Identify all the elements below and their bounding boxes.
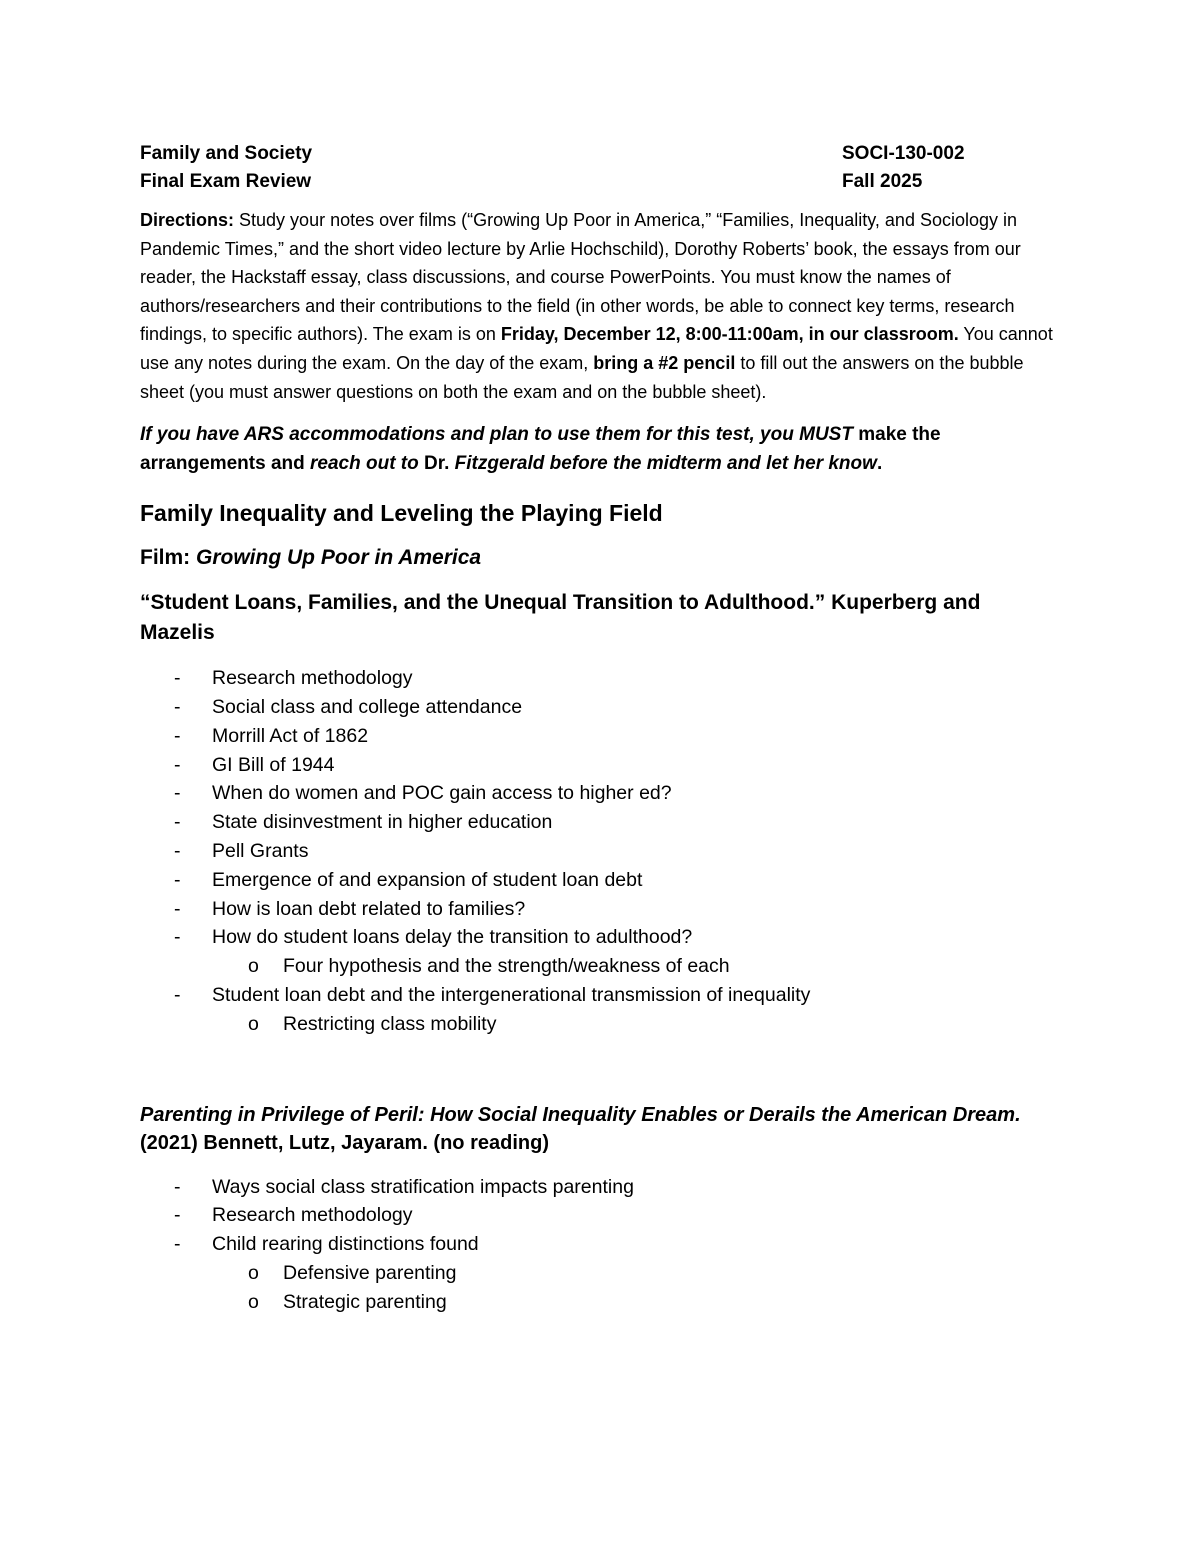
list-item: - Morrill Act of 1862 xyxy=(140,722,1060,751)
header-row-1 xyxy=(140,140,1060,168)
ars-part-6: . xyxy=(876,453,883,475)
pencil-note: bring a #2 pencil xyxy=(593,352,736,373)
list-item: - GI Bill of 1944 xyxy=(140,751,1060,780)
header-row-2 xyxy=(140,168,1060,196)
doc-title: Final Exam Review xyxy=(140,171,312,192)
section-heading: Family Inequality and Leveling the Playing Field xyxy=(140,500,663,527)
directions-paragraph xyxy=(140,206,1060,406)
document-page xyxy=(140,140,1060,1317)
ars-part-5: Fitzgerald before the midterm and let her know xyxy=(454,453,877,475)
list-item: - Social class and college attendance xyxy=(140,693,1060,722)
sub-list-item: o Four hypothesis and the strength/weakness of each xyxy=(140,952,1060,981)
course-title: Family and Society xyxy=(140,143,313,164)
film-label: Film: xyxy=(140,546,196,570)
book-title: Parenting in Privilege of Peril: How Social Inequality Enables or Derails the American Dream. xyxy=(140,1103,1021,1126)
sub-list-item: o Defensive parenting xyxy=(140,1259,1060,1288)
ars-part-2: make the arrangements and xyxy=(140,424,941,475)
term: Fall 2025 xyxy=(842,171,923,192)
film-heading xyxy=(140,543,1060,573)
ars-part-3: reach out to xyxy=(310,453,419,475)
list-item: - Child rearing distinctions found xyxy=(140,1230,1060,1259)
directions-text-2: You cannot use any notes during the exam. On the day of the exam, xyxy=(140,324,1053,373)
film-title: Growing Up Poor in America xyxy=(196,546,482,570)
list-item: - When do women and POC gain access to higher ed? xyxy=(140,779,1060,808)
list-item: - State disinvestment in higher education xyxy=(140,808,1060,837)
list-item: - Pell Grants xyxy=(140,837,1060,866)
article-heading: “Student Loans, Families, and the Unequal Transition to Adulthood.” Kuperberg and Mazelis xyxy=(140,591,981,645)
list-item: - How do student loans delay the transition to adulthood? xyxy=(140,923,1060,952)
ars-note xyxy=(140,420,1060,478)
exam-date: Friday, December 12, 8:00-11:00am, in our classroom. xyxy=(500,324,959,345)
course-code: SOCI-130-002 xyxy=(842,143,965,164)
list-item: - Student loan debt and the intergenerational transmission of inequality xyxy=(140,981,1060,1010)
directions-text-3: to fill out the answers on the bubble sheet (you must answer questions on both the exam and on the bubble sheet). xyxy=(140,352,1024,402)
book-heading xyxy=(140,1101,1060,1157)
list-item: - Research methodology xyxy=(140,664,1060,693)
list-item: - How is loan debt related to families? xyxy=(140,895,1060,924)
list-item: - Ways social class stratification impacts parenting xyxy=(140,1173,1060,1202)
book-authors: (2021) Bennett, Lutz, Jayaram. (no reading) xyxy=(140,1131,549,1154)
list-item: - Emergence of and expansion of student loan debt xyxy=(140,866,1060,895)
sub-list-item: o Strategic parenting xyxy=(140,1288,1060,1317)
directions-label: Directions: xyxy=(140,210,235,230)
sub-list-item: o Restricting class mobility xyxy=(140,1010,1060,1039)
article-topic-list xyxy=(140,664,1060,1038)
ars-part-4: Dr. xyxy=(418,453,455,475)
list-item: - Research methodology xyxy=(140,1201,1060,1230)
book-topic-list xyxy=(140,1173,1060,1317)
directions-text-1: Study your notes over films (“Growing Up Poor in America,” “Families, Inequality, and Sociology in Pandemic Times,” and the short video lecture by Arlie Hochschild), Dorothy Roberts’ book, the essays from our reader, the Hackstaff essay, class discussions, and course PowerPoints. You must know the names of authors/researchers and their contributions to the field (in other words, be able to connect key terms, research findings, to specific authors). The exam is on xyxy=(140,210,1021,345)
ars-part-1: If you have ARS accommodations and plan to use them for this test, you MUST xyxy=(140,424,853,446)
